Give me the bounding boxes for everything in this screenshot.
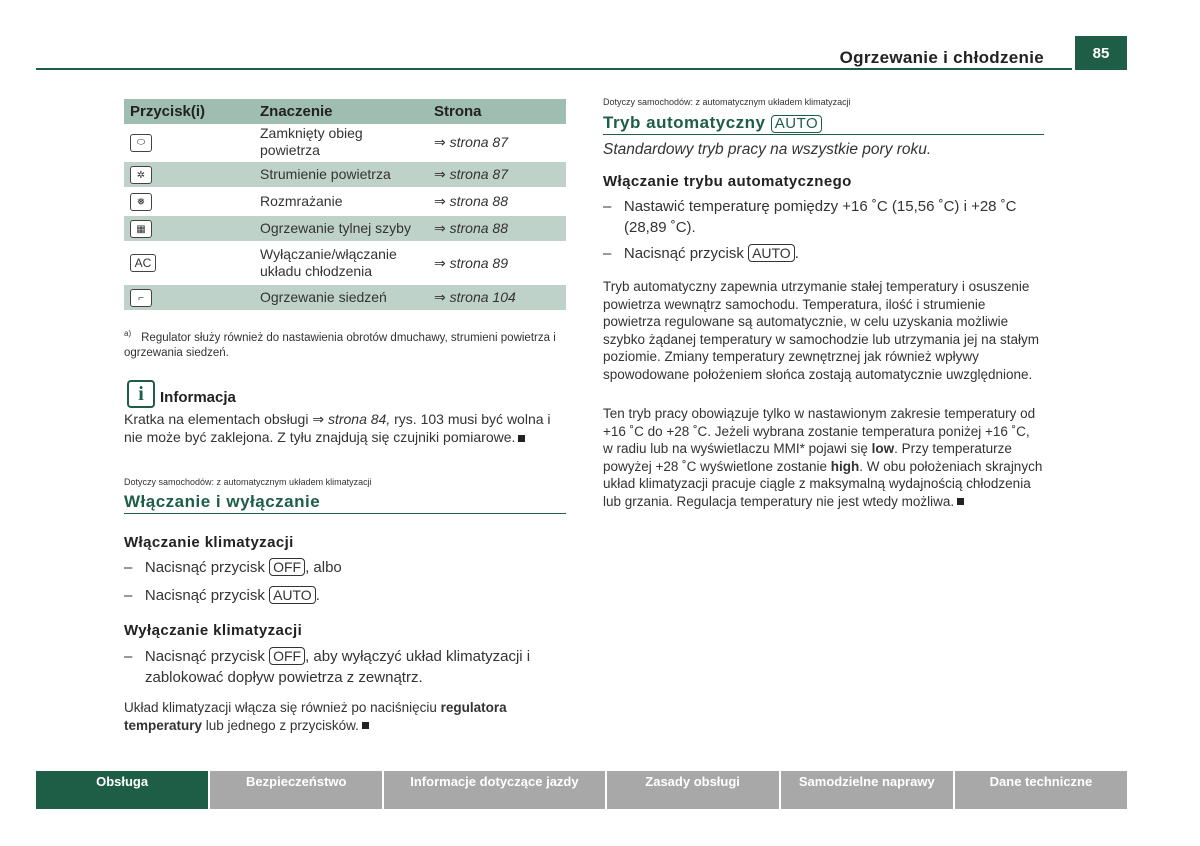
page-ref-cell: ⇒ strona 87 xyxy=(428,161,566,188)
seat-heat-icon: ⌐ xyxy=(130,289,152,307)
tab-zasady-obslugi[interactable]: Zasady obsługi xyxy=(607,771,779,809)
chapter-title: Ogrzewanie i chłodzenie xyxy=(839,48,1044,67)
dash: – xyxy=(603,245,612,262)
table-header-row xyxy=(124,99,566,124)
airflow-icon: ✲ xyxy=(130,166,152,184)
chapter-tabs xyxy=(36,771,1127,809)
info-icon: i xyxy=(127,380,155,408)
section-title xyxy=(603,113,822,133)
page-ref-cell: ⇒ strona 89 xyxy=(428,242,566,284)
step-text: . xyxy=(315,587,320,604)
section-subtitle: Standardowy tryb pracy na wszystkie pory roku. xyxy=(603,141,932,158)
dash: – xyxy=(124,587,133,604)
table-row xyxy=(124,161,566,188)
note-bold: regulatora temperatury xyxy=(124,700,507,733)
dash: – xyxy=(124,648,133,665)
off-key: OFF xyxy=(269,647,305,665)
meaning-cell: Rozmrażanie xyxy=(254,188,428,215)
end-marker-icon xyxy=(518,435,525,442)
page-ref-cell: ⇒ strona 104 xyxy=(428,284,566,311)
info-title: Informacja xyxy=(160,389,236,406)
table-footnote xyxy=(124,326,568,361)
header-rule xyxy=(36,68,1072,70)
paragraph-text: . Przy temperaturze powyżej +28 ˚C wyświetlone zostanie xyxy=(603,441,1012,474)
auto-key: AUTO xyxy=(269,586,316,604)
table-row xyxy=(124,188,566,215)
tab-dane-techniczne[interactable]: Dane techniczne xyxy=(955,771,1127,809)
step-text: Nacisnąć przycisk xyxy=(144,559,265,576)
footnote-text: Regulator służy również do nastawienia obrotów dmuchawy, strumieni powietrza i ogrzewania siedzeń. xyxy=(124,331,556,359)
buttons-table xyxy=(124,99,566,312)
subsection-title: Włączanie trybu automatycznego xyxy=(603,173,852,190)
table-row xyxy=(124,242,566,284)
recirculation-icon: ⬭ xyxy=(130,134,152,152)
step-text: , aby wyłączyć układ klimatyzacji i zablokować dopływ powietrza z zewnątrz. xyxy=(145,648,531,686)
info-text-part: Kratka na elementach obsługi ⇒ xyxy=(124,411,328,427)
step-text: , albo xyxy=(305,559,342,576)
table-row xyxy=(124,215,566,242)
step-item xyxy=(124,557,570,578)
note-text: Układ klimatyzacji włącza się również po naciśnięciu xyxy=(124,700,441,715)
column-header: Znaczenie xyxy=(254,99,428,124)
meaning-cell: Ogrzewanie siedzeń xyxy=(254,284,428,311)
step-item xyxy=(124,646,570,688)
paragraph-text: Ten tryb pracy obowiązuje tylko w nastawionym zakresie temperatury od +16 ˚C do +28 ˚C. Jeżeli wybrana zostanie temperatura poniżej +16 ˚C, w radiu lub na wyświetlaczu MMI* pojawi się xyxy=(603,406,1036,456)
step-text: Nacisnąć przycisk xyxy=(144,587,265,604)
step-text: Nacisnąć przycisk xyxy=(623,245,744,262)
page-number: 85 xyxy=(1075,36,1127,70)
applies-note: Dotyczy samochodów: z automatycznym układem klimatyzacji xyxy=(603,97,851,107)
ac-icon: AC xyxy=(130,254,156,272)
subsection-title: Wyłączanie klimatyzacji xyxy=(124,622,303,639)
paragraph: Tryb automatyczny zapewnia utrzymanie stałej temperatury i osuszenie powietrza wewnątrz samochodu. Temperatura, ilość i strumienie powietrza regulowane są automatycznie, w celu uzyskania możliwie szybko żądanej temperatury w samochodzie lub utrzymania jej na stałym poziomie. Zmiany temperatury zewnętrznej jak również wpływy spowodowane położeniem słońca zostają automatycznie uwzględnione. xyxy=(603,279,1039,382)
step-item xyxy=(603,196,1048,238)
column-header: Strona xyxy=(428,99,566,124)
page-ref-cell: ⇒ strona 88 xyxy=(428,215,566,242)
section-rule xyxy=(603,134,1044,135)
info-page-link[interactable]: strona 84, xyxy=(327,411,391,427)
auto-key: AUTO xyxy=(748,244,795,262)
tab-obsluga[interactable]: Obsługa xyxy=(36,771,208,809)
end-marker-icon xyxy=(362,722,369,729)
step-item xyxy=(124,585,570,606)
table-row xyxy=(124,284,566,311)
step-text: Nastawić temperaturę pomiędzy +16 ˚C (15,56 ˚C) i +28 ˚C (28,89 ˚C). xyxy=(623,198,1017,236)
table-row xyxy=(124,124,566,161)
section-title-text: Tryb automatyczny xyxy=(603,113,766,132)
meaning-cell: Zamknięty obieg powietrza xyxy=(254,124,428,161)
footnote-mark: a) xyxy=(124,329,132,338)
info-text xyxy=(124,410,570,446)
page-ref-cell: ⇒ strona 87 xyxy=(428,124,566,161)
high-label: high xyxy=(830,458,860,474)
step-text: . xyxy=(794,245,799,262)
page-ref-cell: ⇒ strona 88 xyxy=(428,188,566,215)
end-marker-icon xyxy=(957,498,964,505)
step-item xyxy=(603,243,1048,264)
rear-window-heat-icon: ▦ xyxy=(130,220,152,238)
tab-informacje-dotyczace-jazdy[interactable]: Informacje dotyczące jazdy xyxy=(384,771,604,809)
note-text: lub jednego z przycisków. xyxy=(202,717,359,733)
tab-bezpieczenstwo[interactable]: Bezpieczeństwo xyxy=(210,771,382,809)
subsection-title: Włączanie klimatyzacji xyxy=(124,534,294,551)
low-label: low xyxy=(871,441,895,456)
auto-key: AUTO xyxy=(771,115,822,133)
section-title: Włączanie i wyłączanie xyxy=(124,492,321,511)
paragraph xyxy=(603,405,1043,510)
step-text: Nacisnąć przycisk xyxy=(144,648,265,665)
dash: – xyxy=(603,198,612,215)
applies-note: Dotyczy samochodów: z automatycznym układem klimatyzacji xyxy=(124,477,372,487)
column-header: Przycisk(i) xyxy=(124,99,254,124)
defrost-icon: ❅ xyxy=(130,193,152,211)
meaning-cell: Wyłączanie/włączanie układu chłodzenia xyxy=(254,242,428,284)
dash: – xyxy=(124,559,133,576)
info-text-part: rys. 103 musi być wolna i nie może być zaklejona. Z tyłu znajdują się czujniki pomiarowe. xyxy=(124,411,551,445)
paragraph-text: . W obu położeniach skrajnych układ klimatyzacji pracuje ciągle z maksymalną wydajnością chłodzenia lub grzania. Regulacja temperatury nie jest wtedy możliwa. xyxy=(603,458,1043,509)
tab-samodzielne-naprawy[interactable]: Samodzielne naprawy xyxy=(781,771,953,809)
meaning-cell: Ogrzewanie tylnej szyby xyxy=(254,215,428,242)
meaning-cell: Strumienie powietrza xyxy=(254,161,428,188)
section-rule xyxy=(124,513,566,514)
note-paragraph xyxy=(124,699,570,734)
off-key: OFF xyxy=(269,558,305,576)
